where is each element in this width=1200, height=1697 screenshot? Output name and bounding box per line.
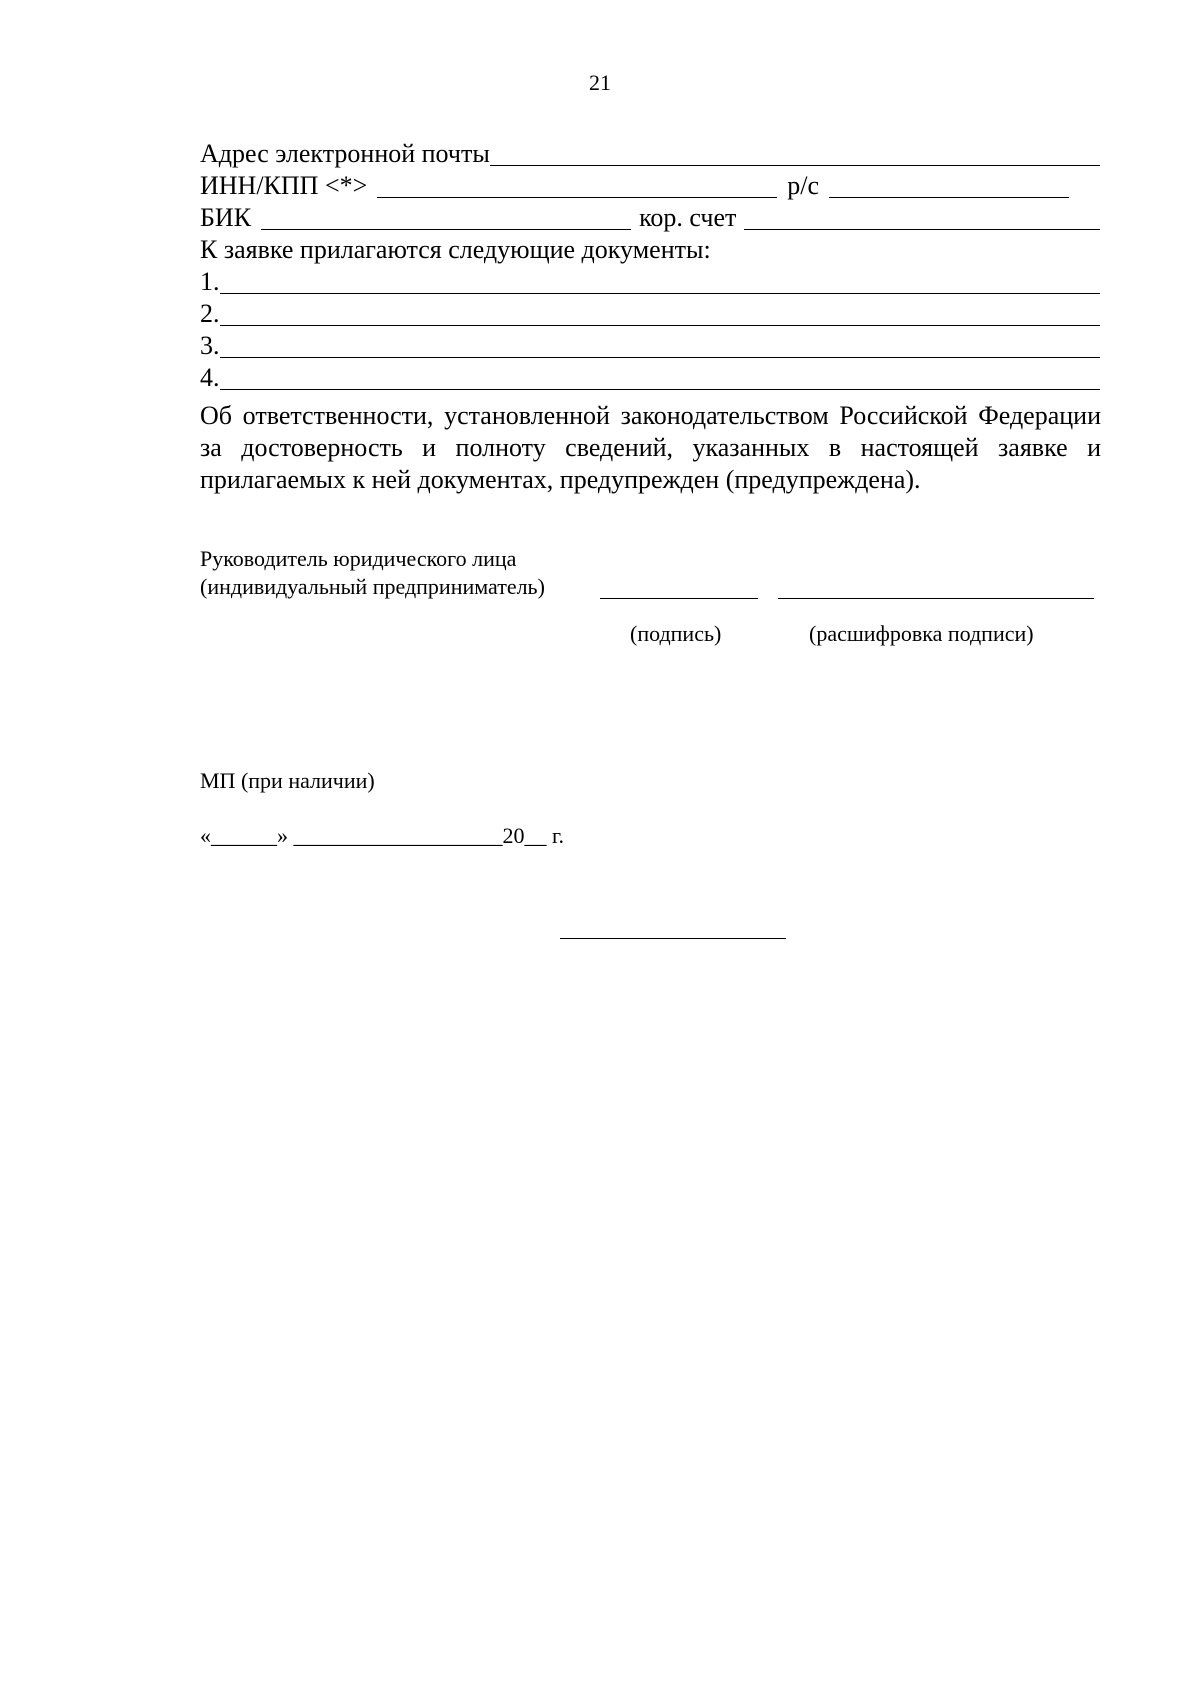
rs-label: р/с — [787, 171, 820, 200]
email-label: Адрес электронной почты — [200, 139, 490, 168]
date-year-prefix: 20 — [502, 823, 525, 848]
signature-field[interactable] — [600, 598, 758, 599]
closing-separator-line — [560, 938, 786, 939]
attachment-number: 2. — [200, 299, 220, 328]
attachment-field[interactable] — [220, 293, 1101, 294]
signature-decoding-field[interactable] — [778, 598, 1094, 599]
attachment-number: 1. — [200, 267, 220, 296]
attachment-field[interactable] — [220, 357, 1101, 358]
inn-row — [200, 170, 1100, 202]
date-close-quote: » — [277, 823, 288, 848]
head-title-line2: (индивидуальный предприниматель) — [200, 574, 545, 599]
bik-field[interactable] — [261, 229, 631, 230]
attachment-item — [200, 298, 1100, 330]
bik-row — [200, 202, 1100, 234]
attachment-item — [200, 266, 1100, 298]
date-day-field[interactable]: ______ — [211, 823, 277, 848]
attachment-item — [200, 362, 1100, 394]
kor-label: кор. счет — [639, 203, 737, 232]
email-field[interactable] — [490, 165, 1100, 166]
date-year-suffix: г. — [546, 823, 565, 848]
email-row — [200, 138, 1100, 170]
attachment-number: 4. — [200, 363, 220, 392]
attachment-field[interactable] — [220, 325, 1101, 326]
head-title-line1: Руководитель юридического лица — [200, 546, 517, 571]
date-month-field[interactable]: ___________________ — [293, 823, 503, 848]
rs-field[interactable] — [829, 197, 1069, 198]
page-number: 21 — [589, 70, 611, 95]
date-open-quote: « — [200, 823, 211, 848]
date-year-field[interactable]: __ — [524, 823, 547, 848]
signature-decoding-caption: (расшифровка подписи) — [809, 621, 1034, 646]
attachment-item — [200, 330, 1100, 362]
signature-caption: (подпись) — [630, 621, 722, 646]
date-line — [200, 822, 564, 850]
stamp-label: МП (при наличии) — [200, 768, 375, 793]
attachment-number: 3. — [200, 331, 220, 360]
inn-label: ИНН/КПП <*> — [200, 171, 368, 200]
attachment-field[interactable] — [220, 389, 1101, 390]
bik-label: БИК — [200, 203, 252, 232]
attachments-label: К заявке прилагаются следующие документы: — [200, 235, 711, 264]
kor-field[interactable] — [744, 229, 1100, 230]
attachments-heading — [200, 234, 1100, 266]
responsibility-paragraph: Об ответственности, установленной законодательством Российской Федерации за достоверность и полноту сведений, указанных в настоящей заявке и прилагаемых к ней документах, предупрежден (предупреждена). — [200, 401, 1101, 494]
inn-field[interactable] — [377, 197, 777, 198]
